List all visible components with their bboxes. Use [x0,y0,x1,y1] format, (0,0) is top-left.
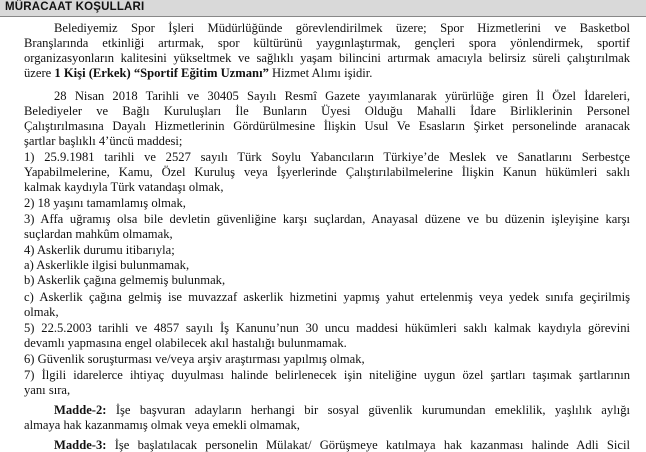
reference-line-4: şartlar başlıklı 4’üncü maddesi; [24,134,183,148]
condition-4c-line-2: olmak, [24,305,59,319]
madde-3-label: Madde-3: [54,438,107,452]
condition-4c-line-1: c) Askerlik çağına gelmiş ise muvazzaf askerlik hizmetini yapmış yahut ertelenmiş veya yedek sınıfa geçirilmiş [24,290,630,304]
madde-2-label: Madde-2: [54,403,107,417]
reference-line-1: 28 Nisan 2018 Tarihli ve 30405 Sayılı Resmî Gazete yayımlanarak yürürlüğe giren İl Özel İdareleri, [54,89,630,103]
condition-4b: b) Askerlik çağına gelmemiş bulunmak, [24,273,226,287]
intro-line-1: Belediyemiz Spor İşleri Müdürlüğünde görevlendirilmek üzere; Spor Hizmetlerini ve Basketbol [54,21,630,35]
madde-2-text-1: İşe başvuran adayların herhangi bir sosyal güvenlik kurumundan emeklilik, yaşlılık aylığı [106,403,630,417]
intro-line-4-pre: üzere [24,66,55,80]
condition-1-line-2: Yapabilmelerine, Kamu, Özel Kuruluş veya İşyerlerinde Çalıştırılabilmelerine İlişkin Kanun hükümleri saklı [24,165,630,179]
condition-7-line-2: yanı sıra, [24,383,71,397]
condition-2: 2) 18 yaşını tamamlamış olmak, [24,196,186,210]
reference-line-2: Belediyeler ve Bağlı Kuruluşları İle Bunların Üyesi Olduğu Mahalli İdare Birliklerinin Personel [24,104,630,118]
condition-7-line-1: 7) İlgili idarelerce ihtiyaç duyulması halinde belirlenecek işin niteliğine uygun özel şartları taşımak şartlarının [24,368,630,382]
madde-3-text-1: İşe başlatılacak personelin Mülakat/ Görüşmeye katılmaya hak kazanması halinde Adli Sicil [106,438,630,452]
condition-3-line-1: 3) Affa uğramış olsa bile devletin güvenliğine karşı suçlardan, Anayasal düzene ve bu düzenin işleyişine karşı [24,212,630,226]
reference-line-3: Çalıştırılmasına Dayalı Hizmetlerinin Gördürülmesine İlişkin Usul Ve Esasların Şirket personelinde aranacak [24,119,630,133]
madde-2-line-2: almaya hak kazanmamış olmak veya emekli olmamak, [24,418,300,432]
condition-3-line-2: suçlardan mahkûm olmamak, [24,227,173,241]
condition-5-line-1: 5) 22.5.2003 tarihli ve 4857 sayılı İş Kanunu’nun 30 uncu maddesi hükümleri saklı kalmak kaydıyla görevini [24,321,630,335]
madde-2-line-1 [54,403,630,417]
position-title: 1 Kişi (Erkek) “Sportif Eğitim Uzmanı” [54,66,269,80]
section-header [0,0,646,17]
condition-4: 4) Askerlik durumu itibarıyla; [24,243,175,257]
intro-line-3: organizasyonların kalitesini yükseltmek ve sağlıklı yaşam bilincini artırmak amacıyla belirsiz süreli çalıştırılmak [24,51,630,65]
intro-line-4-post: Hizmet Alımı işidir. [268,66,373,80]
condition-6: 6) Güvenlik soruşturması ve/veya arşiv araştırması yapılmış olmak, [24,352,365,366]
condition-5-line-2: devamlı yapmasına engel olabilecek akıl hastalığı bulunmamak. [24,336,347,350]
condition-1-line-1: 1) 25.9.1981 tarihli ve 2527 sayılı Türk Soylu Yabancıların Türkiye’de Meslek ve Sanatlarını Serbestçe [24,150,630,164]
condition-4a: a) Askerlikle ilgisi bulunmamak, [24,258,190,272]
intro-line-4 [24,66,630,80]
condition-1-line-3: kalmak kaydıyla Türk vatandaşı olmak, [24,180,224,194]
section-title: MÜRACAAT KOŞULLARI [5,1,145,13]
intro-line-2: Branşlarında etkinliği artırmak, spor kültürünü yaygınlaştırmak, gençleri spora yönlendirmek, sportif [24,36,630,50]
